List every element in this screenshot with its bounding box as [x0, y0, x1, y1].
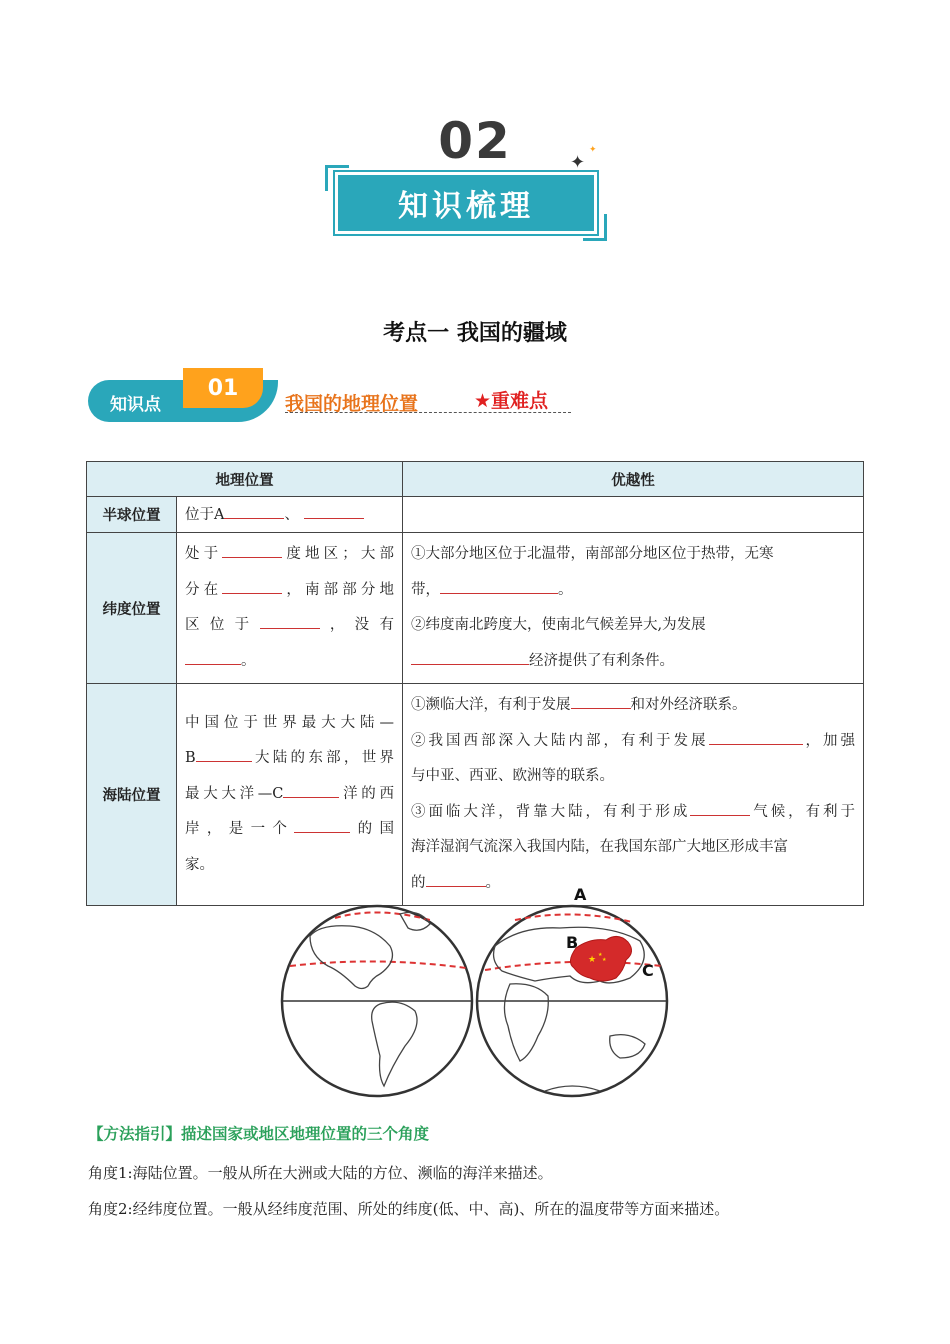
- banner-bracket-left: [325, 165, 328, 191]
- cell-text: ，没有: [319, 617, 394, 633]
- hemisphere-cell: [177, 497, 403, 533]
- cell-text: 区位于: [185, 617, 260, 633]
- row-label-hemisphere: 半球位置: [87, 497, 177, 533]
- cell-text: 与中亚、西亚、欧洲等的联系。: [411, 768, 614, 784]
- cell-text: ③面临大洋，背靠大陆，有利于形成: [411, 803, 691, 820]
- knowledge-point-number: 01: [183, 368, 263, 408]
- cell-text: ②纬度南北跨度大，使南北气候差异大,为发展: [411, 617, 706, 633]
- cell-text: 家。: [185, 856, 214, 873]
- cell-text: 大陆的东部，世界: [251, 750, 394, 767]
- cell-text: 。: [241, 652, 256, 669]
- fill-blank[interactable]: [224, 504, 284, 519]
- heading-underline: [285, 412, 571, 413]
- fill-blank[interactable]: [690, 801, 750, 816]
- row-label-land-sea: 海陆位置: [87, 684, 177, 906]
- cell-text: B: [185, 750, 196, 767]
- knowledge-point-label: 知识点: [110, 395, 161, 415]
- latitude-advantage-cell: [403, 533, 864, 684]
- fill-blank[interactable]: [283, 783, 339, 798]
- row-label-latitude: 纬度位置: [87, 533, 177, 684]
- cell-text: 、: [284, 506, 299, 523]
- fill-blank[interactable]: [304, 504, 364, 519]
- cell-text: 。: [485, 874, 500, 891]
- sparkle-icon: ✦: [570, 152, 586, 173]
- fill-blank[interactable]: [185, 650, 241, 665]
- svg-text:★: ★: [598, 952, 603, 958]
- svg-text:★: ★: [602, 957, 607, 963]
- banner-bracket-left-top: [325, 165, 349, 168]
- col-header-advantage: 优越性: [403, 462, 864, 497]
- cell-text: 的国: [350, 821, 395, 838]
- fill-blank[interactable]: [571, 695, 631, 710]
- cell-text: ②我国西部深入大陆内部，有利于发展: [411, 732, 709, 749]
- page-title: 考点一 我国的疆域: [383, 321, 567, 346]
- section-number: 02: [438, 112, 512, 170]
- svg-text:★: ★: [588, 955, 597, 965]
- table-row: [87, 497, 864, 533]
- fill-blank[interactable]: [294, 819, 350, 834]
- banner-bracket-right-bottom: [583, 238, 607, 241]
- fill-blank[interactable]: [709, 730, 803, 745]
- cell-text: 带，: [411, 581, 440, 598]
- fill-blank[interactable]: [196, 748, 252, 763]
- section-banner: [335, 172, 597, 234]
- cell-text: 经济提供了有利条件。: [529, 652, 674, 669]
- land-sea-advantage-cell: [403, 684, 864, 906]
- fill-blank[interactable]: [440, 579, 558, 594]
- map-label-a: A: [574, 886, 587, 904]
- method-guide-angle-1: 角度1:海陆位置。一般从所在大洲或大陆的方位、濒临的海洋来描述。: [88, 1164, 553, 1182]
- cell-text: 最大大洋—C: [185, 785, 284, 802]
- cell-text: ，加强: [802, 732, 855, 749]
- fill-blank[interactable]: [222, 579, 282, 594]
- cell-text: 度地区；大部: [282, 546, 394, 562]
- table-row: [87, 684, 864, 906]
- fill-blank[interactable]: [426, 872, 486, 887]
- cell-text: 海洋湿润气流深入我国内陆，在我国东部广大地区形成丰富: [411, 839, 788, 855]
- fill-blank[interactable]: [260, 615, 320, 630]
- cell-text: 的: [411, 874, 426, 891]
- section-banner-title: 知识梳理: [398, 189, 534, 224]
- cell-text: ①濒临大洋，有利于发展: [411, 697, 571, 713]
- cell-text: ①大部分地区位于北温带，南部部分地区位于热带，无寒: [411, 546, 774, 562]
- sparkle-small-icon: ✦: [589, 145, 597, 155]
- cell-text: 位于A: [185, 506, 225, 523]
- method-guide-angle-2: 角度2:经纬度位置。一般从经纬度范围、所处的纬度(低、中、高)、所在的温度带等方面来描述。: [88, 1200, 730, 1218]
- hemisphere-advantage-cell: [403, 497, 864, 533]
- hemisphere-maps: [280, 886, 672, 1100]
- fill-blank[interactable]: [222, 544, 282, 559]
- location-table: [86, 461, 864, 906]
- col-header-location: 地理位置: [87, 462, 403, 497]
- cell-text: ，南部部分地: [282, 581, 394, 598]
- map-label-c: C: [642, 961, 654, 980]
- banner-bracket-right: [604, 214, 607, 241]
- table-row: [87, 533, 864, 684]
- table-header-row: [87, 462, 864, 497]
- cell-text: 岸，是一个: [185, 821, 295, 838]
- western-hemisphere-map: [282, 906, 472, 1096]
- cell-text: 分在: [185, 581, 223, 598]
- land-sea-cell: [177, 684, 403, 906]
- cell-text: 。: [558, 581, 573, 598]
- method-guide-title: 【方法指引】描述国家或地区地理位置的三个角度: [88, 1125, 430, 1143]
- cell-text: 和对外经济联系。: [630, 697, 747, 713]
- fill-blank[interactable]: [411, 650, 529, 665]
- cell-text: 洋的西: [339, 785, 394, 802]
- key-point-badge: ★重难点: [474, 390, 549, 412]
- map-label-b: B: [566, 933, 579, 952]
- cell-text: 气候，有利于: [750, 803, 856, 820]
- cell-text: 中国位于世界最大大陆—: [185, 714, 394, 731]
- latitude-cell: [177, 533, 403, 684]
- cell-text: 处于: [185, 546, 223, 562]
- knowledge-point-heading: 我国的地理位置: [285, 393, 419, 415]
